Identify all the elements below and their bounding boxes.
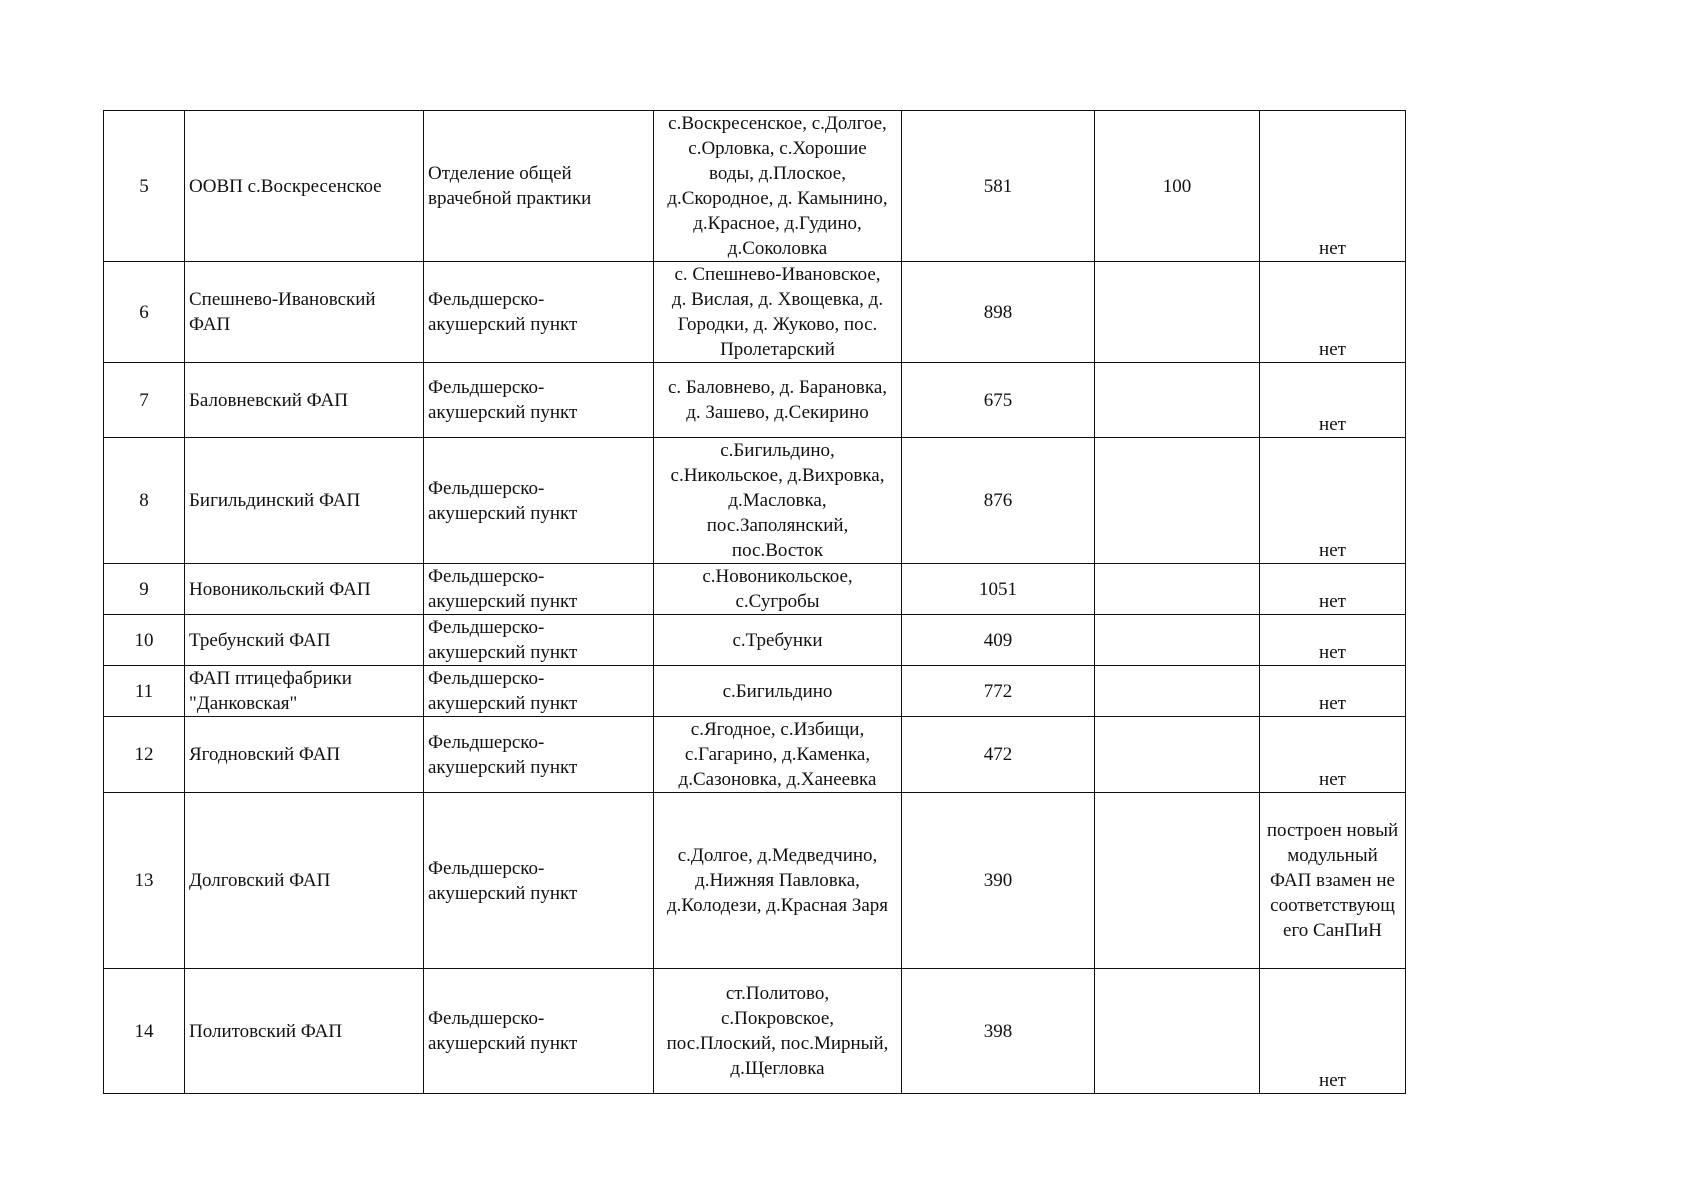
extra-value xyxy=(1095,438,1260,564)
extra-value xyxy=(1095,717,1260,793)
population-count: 772 xyxy=(902,666,1095,717)
row-number: 5 xyxy=(104,111,185,262)
table-row xyxy=(104,262,1406,363)
served-settlements-line: с.Бигильдино, xyxy=(720,440,835,461)
extra-value xyxy=(1095,363,1260,438)
served-settlements-line: д.Колодези, д.Красная Заря xyxy=(666,895,889,916)
status-note xyxy=(1260,969,1406,1094)
status-note-line: нет xyxy=(1319,414,1346,435)
facility-name-line: Политовский ФАП xyxy=(189,1020,343,1042)
facility-type-line: акушерский пункт xyxy=(428,882,578,904)
served-settlements-line: д.Сазоновка, д.Ханеевка xyxy=(678,769,877,790)
status-note xyxy=(1260,438,1406,564)
served-settlements-line: с.Гагарино, д.Каменка, xyxy=(684,744,871,765)
served-settlements-line: с. Баловнево, д. Барановка, xyxy=(667,377,888,398)
facility-name xyxy=(185,717,424,793)
served-settlements-line: с.Никольское, д.Вихровка, xyxy=(670,465,885,486)
served-settlements-line: д. Зашево, д.Секирино xyxy=(686,402,869,423)
table-row xyxy=(104,666,1406,717)
served-settlements-line: с.Воскресенское, с.Долгое, xyxy=(668,113,887,134)
facility-name-line: Требунский ФАП xyxy=(189,629,331,651)
facility-type-line: врачебной практики xyxy=(428,188,592,209)
table-row xyxy=(104,793,1406,969)
status-note xyxy=(1260,363,1406,438)
facilities-table xyxy=(103,110,1406,1094)
served-settlements-line: ст.Политово, xyxy=(725,983,830,1004)
row-number: 12 xyxy=(104,717,185,793)
row-number: 14 xyxy=(104,969,185,1094)
status-note-line: нет xyxy=(1319,769,1346,790)
facility-type-line: Фельдшерско- xyxy=(428,1008,545,1029)
extra-value xyxy=(1095,793,1260,969)
facility-type xyxy=(424,564,654,615)
facility-type-line: Отделение общей xyxy=(428,163,572,184)
status-note xyxy=(1260,564,1406,615)
facility-name xyxy=(185,262,424,363)
served-settlements-line: Городки, д. Жуково, пос. xyxy=(677,314,878,335)
status-note xyxy=(1260,615,1406,666)
facility-type xyxy=(424,793,654,969)
row-number: 13 xyxy=(104,793,185,969)
facility-name xyxy=(185,363,424,438)
row-number: 8 xyxy=(104,438,185,564)
served-settlements xyxy=(654,363,902,438)
facility-type-line: акушерский пункт xyxy=(428,591,578,612)
population-count: 876 xyxy=(902,438,1095,564)
served-settlements-line: Пролетарский xyxy=(720,339,835,360)
status-note xyxy=(1260,111,1406,262)
facility-type-line: Фельдшерско- xyxy=(428,377,545,398)
facility-type xyxy=(424,666,654,717)
status-note-line: нет xyxy=(1319,642,1346,663)
status-note-line: ФАП взамен не xyxy=(1270,870,1395,891)
served-settlements xyxy=(654,666,902,717)
status-note-line: соответствующ xyxy=(1270,895,1395,916)
status-note xyxy=(1260,666,1406,717)
facility-type xyxy=(424,717,654,793)
facility-name-line: Спешнево-Ивановский xyxy=(189,289,376,310)
served-settlements xyxy=(654,111,902,262)
facility-type xyxy=(424,363,654,438)
served-settlements-line: с.Сугробы xyxy=(735,591,820,612)
table-row xyxy=(104,564,1406,615)
served-settlements xyxy=(654,793,902,969)
facility-type-line: Фельдшерско- xyxy=(428,857,545,879)
served-settlements-line: пос.Плоский, пос.Мирный, xyxy=(666,1033,889,1054)
served-settlements xyxy=(654,717,902,793)
facility-type-line: акушерский пункт xyxy=(428,314,578,335)
facility-type-line: Фельдшерско- xyxy=(428,731,545,753)
table-row xyxy=(104,363,1406,438)
row-number: 11 xyxy=(104,666,185,717)
facility-name-line: "Данковская" xyxy=(189,693,298,714)
table-row xyxy=(104,438,1406,564)
extra-value xyxy=(1095,615,1260,666)
status-note-line: нет xyxy=(1319,339,1346,360)
served-settlements-line: пос.Заполянский, xyxy=(706,515,849,536)
facility-type-line: акушерский пункт xyxy=(428,1033,578,1054)
status-note-line: его СанПиН xyxy=(1283,920,1382,941)
facility-name xyxy=(185,793,424,969)
facility-name xyxy=(185,969,424,1094)
extra-value xyxy=(1095,262,1260,363)
extra-value: 100 xyxy=(1095,111,1260,262)
status-note-line: построен новый xyxy=(1266,820,1399,841)
facility-name-line: ФАП xyxy=(189,314,231,335)
served-settlements-line: д. Вислая, д. Хвощевка, д. xyxy=(671,289,884,310)
served-settlements-line: воды, д.Плоское, xyxy=(709,163,846,184)
population-count: 675 xyxy=(902,363,1095,438)
facility-type-line: акушерский пункт xyxy=(428,502,578,524)
served-settlements-line: д.Нижняя Павловка, xyxy=(695,870,860,891)
facility-name xyxy=(185,666,424,717)
status-note xyxy=(1260,717,1406,793)
status-note xyxy=(1260,262,1406,363)
status-note-line: нет xyxy=(1319,1070,1346,1091)
population-count: 472 xyxy=(902,717,1095,793)
facility-name-line: Новоникольский ФАП xyxy=(189,578,371,600)
served-settlements-line: с.Требунки xyxy=(732,629,823,651)
status-note-line: модульный xyxy=(1287,845,1378,866)
served-settlements-line: д.Соколовка xyxy=(727,238,828,259)
population-count: 409 xyxy=(902,615,1095,666)
population-count: 390 xyxy=(902,793,1095,969)
facility-name-line: ООВП с.Воскресенское xyxy=(189,175,382,197)
served-settlements-line: д.Скородное, д. Камынино, xyxy=(667,188,888,209)
extra-value xyxy=(1095,564,1260,615)
row-number: 7 xyxy=(104,363,185,438)
facility-name xyxy=(185,438,424,564)
status-note-line: нет xyxy=(1319,540,1346,561)
status-note xyxy=(1260,793,1406,969)
facility-type-line: Фельдшерско- xyxy=(428,617,545,638)
facility-name-line: Бигильдинский ФАП xyxy=(189,490,361,511)
served-settlements-line: с.Новоникольское, xyxy=(702,566,853,587)
served-settlements xyxy=(654,262,902,363)
facility-name-line: Ягодновский ФАП xyxy=(189,744,341,765)
served-settlements-line: с.Орловка, с.Хорошие xyxy=(688,138,867,159)
served-settlements-line: д.Щегловка xyxy=(730,1058,825,1079)
population-count: 898 xyxy=(902,262,1095,363)
facility-name-line: Баловневский ФАП xyxy=(189,389,348,411)
facility-type-line: акушерский пункт xyxy=(428,693,578,714)
facility-type xyxy=(424,111,654,262)
served-settlements xyxy=(654,564,902,615)
facility-type-line: Фельдшерско- xyxy=(428,566,545,587)
facility-type-line: акушерский пункт xyxy=(428,402,578,423)
table-row xyxy=(104,111,1406,262)
served-settlements xyxy=(654,969,902,1094)
facility-type-line: Фельдшерско- xyxy=(428,289,545,310)
facility-type xyxy=(424,438,654,564)
facility-type-line: акушерский пункт xyxy=(428,642,578,663)
facility-name-line: Долговский ФАП xyxy=(189,870,331,891)
extra-value xyxy=(1095,969,1260,1094)
table-row xyxy=(104,969,1406,1094)
served-settlements-line: д.Масловка, xyxy=(728,490,827,511)
served-settlements xyxy=(654,438,902,564)
extra-value xyxy=(1095,666,1260,717)
served-settlements xyxy=(654,615,902,666)
status-note-line: нет xyxy=(1319,693,1346,714)
facility-name xyxy=(185,615,424,666)
facility-type xyxy=(424,262,654,363)
population-count: 398 xyxy=(902,969,1095,1094)
facility-type-line: Фельдшерско- xyxy=(428,477,545,499)
served-settlements-line: с. Спешнево-Ивановское, xyxy=(674,264,881,285)
served-settlements-line: д.Красное, д.Гудино, xyxy=(693,213,862,234)
population-count: 581 xyxy=(902,111,1095,262)
table-row xyxy=(104,615,1406,666)
row-number: 6 xyxy=(104,262,185,363)
table-row xyxy=(104,717,1406,793)
facility-name xyxy=(185,564,424,615)
served-settlements-line: с.Ягодное, с.Избищи, xyxy=(690,719,865,740)
facility-type xyxy=(424,615,654,666)
status-note-line: нет xyxy=(1319,591,1346,612)
served-settlements-line: пос.Восток xyxy=(731,540,824,561)
population-count: 1051 xyxy=(902,564,1095,615)
served-settlements-line: с.Покровское, xyxy=(720,1008,835,1029)
row-number: 9 xyxy=(104,564,185,615)
served-settlements-line: с.Долгое, д.Медведчино, xyxy=(677,845,878,866)
facility-name xyxy=(185,111,424,262)
facility-type-line: акушерский пункт xyxy=(428,756,578,778)
facility-type-line: Фельдшерско- xyxy=(428,668,545,689)
status-note-line: нет xyxy=(1319,238,1346,259)
served-settlements-line: с.Бигильдино xyxy=(722,680,833,702)
row-number: 10 xyxy=(104,615,185,666)
facility-name-line: ФАП птицефабрики xyxy=(189,668,352,689)
facility-type xyxy=(424,969,654,1094)
